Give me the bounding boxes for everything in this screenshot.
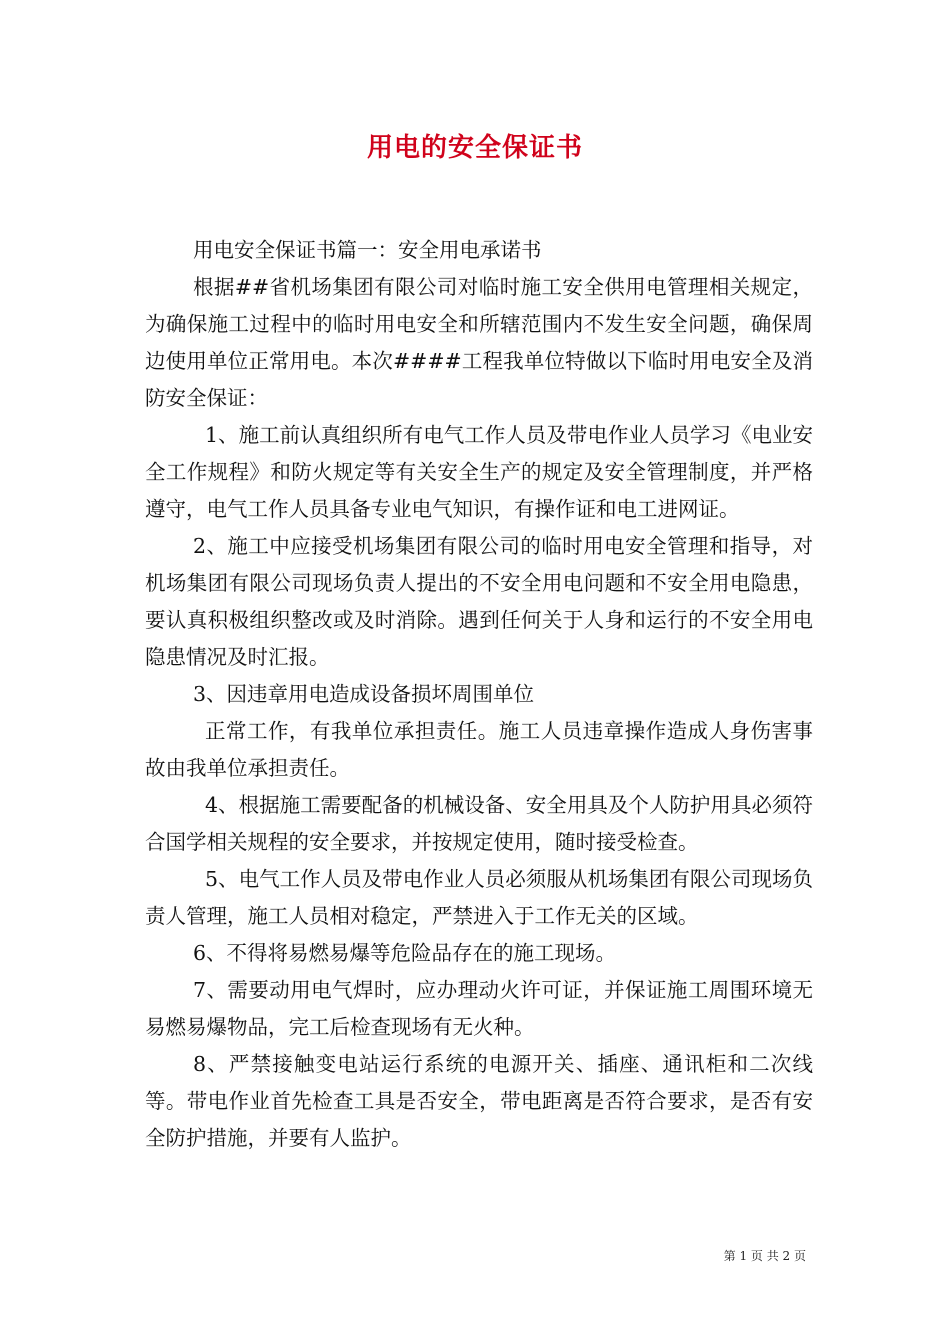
clause-1: 1、施工前认真组织所有电气工作人员及带电作业人员学习《电业安全工作规程》和防火规定等有关安全生产的规定及安全管理制度，并严格遵守，电气工作人员具备专业电气知识，有操作证和电工进网证。 bbox=[145, 423, 813, 521]
clause-3-continued: 正常工作，有我单位承担责任。施工人员违章操作造成人身伤害事故由我单位承担责任。 bbox=[145, 719, 813, 780]
clause-6: 6、不得将易燃易爆等危险品存在的施工现场。 bbox=[193, 941, 617, 965]
section-heading: 用电安全保证书篇一：安全用电承诺书 bbox=[193, 238, 542, 262]
intro-paragraph: 根据##省机场集团有限公司对临时施工安全供用电管理相关规定，为确保施工过程中的临时用电安全和所辖范围内不发生安全问题，确保周边使用单位正常用电。本次####工程我单位特做以下临时用电安全及消防安全保证： bbox=[145, 275, 813, 410]
clause-4: 4、根据施工需要配备的机械设备、安全用具及个人防护用具必须符合国学相关规程的安全要求，并按规定使用，随时接受检查。 bbox=[145, 793, 813, 854]
clause-2: 2、施工中应接受机场集团有限公司的临时用电安全管理和指导，对机场集团有限公司现场负责人提出的不安全用电问题和不安全用电隐患，要认真积极组织整改或及时消除。遇到任何关于人身和运行的不安全用电隐患情况及时汇报。 bbox=[145, 534, 813, 669]
page-number: 第 1 页 共 2 页 bbox=[723, 1249, 806, 1263]
clause-5: 5、电气工作人员及带电作业人员必须服从机场集团有限公司现场负责人管理，施工人员相对稳定，严禁进入于工作无关的区域。 bbox=[145, 867, 813, 928]
document-body bbox=[145, 232, 813, 1157]
document-title: 用电的安全保证书 bbox=[366, 133, 583, 163]
clause-7: 7、需要动用电气焊时，应办理动火许可证，并保证施工周围环境无易燃易爆物品，完工后检查现场有无火种。 bbox=[145, 978, 813, 1039]
clause-8: 8、严禁接触变电站运行系统的电源开关、插座、通讯柜和二次线等。带电作业首先检查工具是否安全，带电距离是否符合要求，是否有安全防护措施，并要有人监护。 bbox=[145, 1052, 813, 1150]
clause-3: 3、因违章用电造成设备损坏周围单位 bbox=[193, 682, 535, 706]
